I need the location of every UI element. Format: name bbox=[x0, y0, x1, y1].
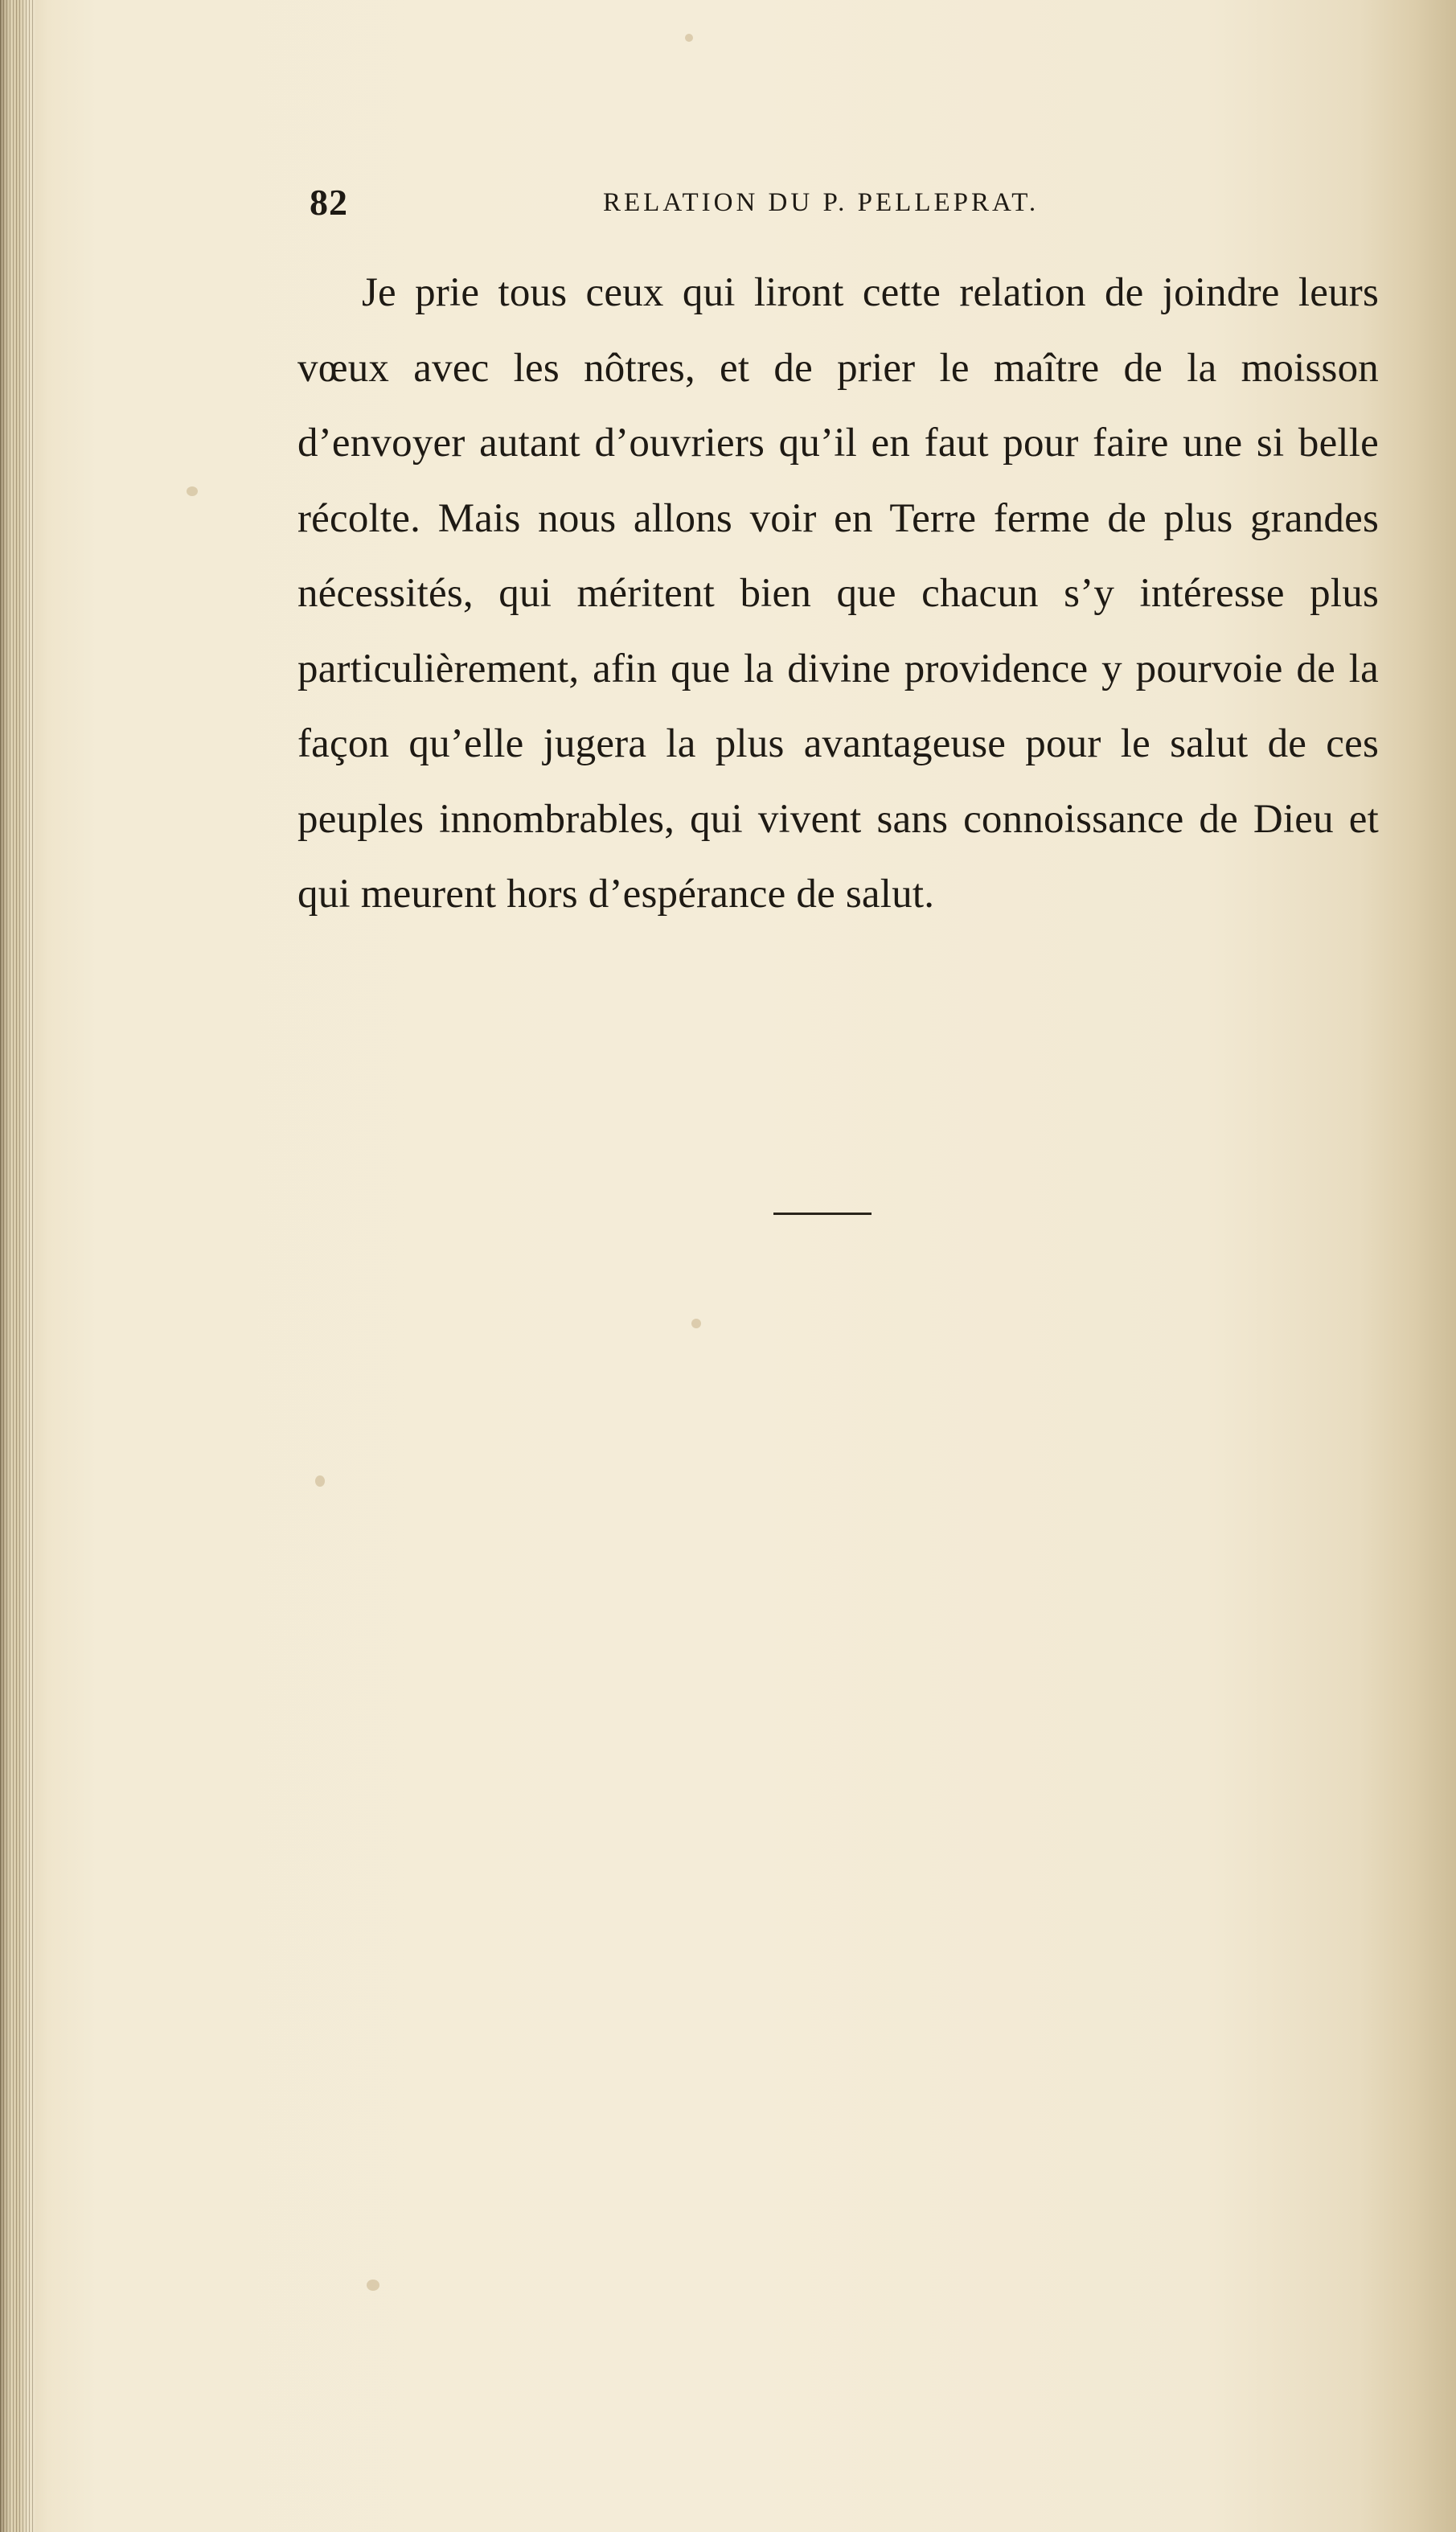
body-paragraph: Je prie tous ceux qui liront cette relation de joindre leurs vœux avec les nôtres, et de prier le maître de la moisson d’envoyer autant d’ouvriers qu’il en faut pour faire une si belle récolte. Mais nous allons voir en Terre ferme de plus grandes nécessités, qui méritent bien que chacun s’y intéresse plus particulièrement, afin que la divine providence y pourvoie de la façon qu’elle jugera la plus avantageuse pour le salut de ces peuples innombrables, qui vivent sans connoissance de Dieu et qui meurent hors d’espérance de salut. bbox=[297, 270, 1379, 917]
paper-speck bbox=[685, 34, 693, 42]
page-number: 82 bbox=[310, 182, 348, 223]
paper-speck bbox=[691, 1319, 701, 1328]
paper-speck bbox=[315, 1475, 325, 1487]
running-title: RELATION DU P. PELLEPRAT. bbox=[603, 188, 1040, 217]
page-header bbox=[310, 179, 1379, 227]
paper-speck bbox=[367, 2280, 379, 2291]
page-binding-edge bbox=[0, 0, 35, 2532]
paper-speck bbox=[187, 486, 198, 496]
section-separator-rule bbox=[773, 1213, 872, 1215]
